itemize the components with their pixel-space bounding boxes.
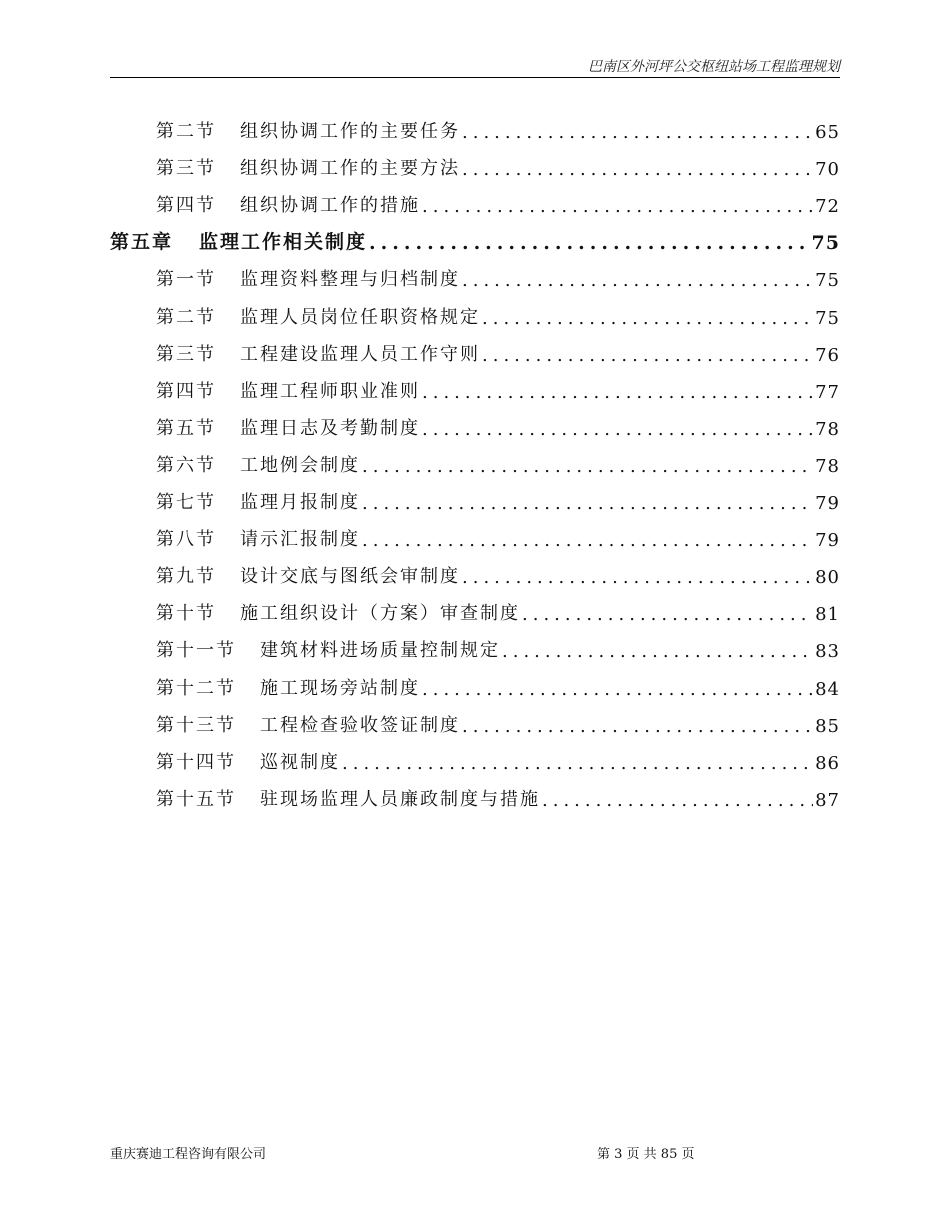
toc-page-number: 78 — [815, 418, 840, 440]
toc-page-number: 75 — [815, 307, 840, 329]
toc-page-number: 86 — [815, 752, 840, 774]
toc-entry-label — [156, 562, 460, 588]
toc-section-entry[interactable] — [110, 477, 840, 514]
toc-entry-label — [156, 265, 460, 291]
toc-dot-leader — [422, 419, 813, 440]
toc-entry-title: 监理月报制度 — [240, 492, 360, 514]
toc-section-entry[interactable] — [110, 366, 840, 403]
toc-entry-number: 第十二节 — [156, 677, 236, 699]
toc-section-entry[interactable] — [110, 291, 840, 328]
toc-entry-number: 第十四节 — [156, 751, 236, 773]
toc-page-number: 75 — [811, 232, 840, 255]
toc-entry-label — [156, 674, 420, 700]
toc-entry-label — [156, 191, 420, 217]
toc-entry-number: 第七节 — [156, 492, 216, 514]
toc-entry-label — [156, 711, 460, 737]
table-of-contents — [110, 106, 840, 811]
toc-page-number: 72 — [815, 196, 840, 218]
toc-entry-title: 工程建设监理人员工作守则 — [240, 343, 480, 365]
toc-entry-title: 工地例会制度 — [240, 454, 360, 476]
toc-entry-number: 第四节 — [156, 380, 216, 402]
header-rule — [110, 77, 840, 78]
toc-entry-number: 第二节 — [156, 306, 216, 328]
toc-entry-title: 监理资料整理与归档制度 — [240, 269, 460, 291]
toc-dot-leader — [462, 122, 813, 143]
toc-dot-leader — [522, 604, 813, 625]
toc-page-number: 81 — [815, 604, 840, 626]
toc-entry-label — [156, 748, 340, 774]
toc-page-number: 84 — [815, 678, 840, 700]
toc-entry-number: 第一节 — [156, 269, 216, 291]
toc-page-number: 70 — [815, 159, 840, 181]
toc-entry-number: 第三节 — [156, 343, 216, 365]
toc-chapter-entry[interactable] — [110, 217, 840, 254]
toc-dot-leader — [482, 345, 813, 366]
toc-entry-number: 第十节 — [156, 603, 216, 625]
toc-section-entry[interactable] — [110, 588, 840, 625]
toc-dot-leader — [369, 232, 810, 254]
toc-page-number: 79 — [815, 493, 840, 515]
toc-page-number: 85 — [815, 715, 840, 737]
toc-section-entry[interactable] — [110, 180, 840, 217]
toc-dot-leader — [422, 196, 813, 217]
toc-page-number: 83 — [815, 641, 840, 663]
toc-entry-number: 第十一节 — [156, 640, 236, 662]
toc-entry-number: 第十三节 — [156, 714, 236, 736]
toc-dot-leader — [462, 716, 813, 737]
toc-page-number: 87 — [815, 789, 840, 811]
toc-entry-number: 第十五节 — [156, 788, 236, 810]
header-title: 巴南区外河坪公交枢纽站场工程监理规划 — [588, 59, 840, 75]
toc-section-entry[interactable] — [110, 551, 840, 588]
toc-entry-number: 第九节 — [156, 566, 216, 588]
footer-page-info: 第 3 页 共 85 页 — [597, 1147, 695, 1162]
toc-entry-title: 设计交底与图纸会审制度 — [240, 566, 460, 588]
toc-dot-leader — [362, 493, 813, 514]
toc-dot-leader — [462, 270, 813, 291]
toc-entry-label — [156, 636, 500, 662]
toc-entry-label — [110, 227, 367, 254]
toc-section-entry[interactable] — [110, 774, 840, 811]
toc-entry-label — [156, 599, 520, 625]
toc-entry-title: 监理人员岗位任职资格规定 — [240, 306, 480, 328]
toc-entry-label — [156, 340, 480, 366]
toc-entry-number: 第五章 — [110, 231, 174, 254]
toc-page-number: 80 — [815, 567, 840, 589]
toc-dot-leader — [462, 159, 813, 180]
toc-entry-label — [156, 303, 480, 329]
toc-dot-leader — [502, 641, 813, 662]
toc-dot-leader — [462, 567, 813, 588]
toc-entry-label — [156, 488, 360, 514]
toc-entry-label — [156, 117, 460, 143]
toc-dot-leader — [362, 530, 813, 551]
footer-company: 重庆赛迪工程咨询有限公司 — [110, 1147, 267, 1162]
toc-section-entry[interactable] — [110, 737, 840, 774]
toc-entry-title: 巡视制度 — [260, 751, 340, 773]
toc-section-entry[interactable] — [110, 662, 840, 699]
toc-page-number: 76 — [815, 344, 840, 366]
toc-entry-title: 监理日志及考勤制度 — [240, 417, 420, 439]
toc-entry-label — [156, 785, 540, 811]
toc-dot-leader — [542, 790, 813, 811]
toc-entry-label — [156, 451, 360, 477]
toc-entry-title: 工程检查验收签证制度 — [260, 714, 460, 736]
toc-entry-title: 监理工程师职业准则 — [240, 380, 420, 402]
toc-entry-title: 请示汇报制度 — [240, 529, 360, 551]
toc-section-entry[interactable] — [110, 143, 840, 180]
toc-dot-leader — [422, 382, 813, 403]
toc-page-number: 75 — [815, 270, 840, 292]
toc-page-number: 78 — [815, 455, 840, 477]
toc-dot-leader — [362, 456, 813, 477]
toc-section-entry[interactable] — [110, 106, 840, 143]
toc-entry-number: 第四节 — [156, 195, 216, 217]
toc-section-entry[interactable] — [110, 254, 840, 291]
toc-dot-leader — [342, 753, 813, 774]
toc-entry-title: 施工组织设计（方案）审查制度 — [240, 603, 520, 625]
toc-entry-label — [156, 377, 420, 403]
toc-section-entry[interactable] — [110, 514, 840, 551]
toc-entry-title: 施工现场旁站制度 — [260, 677, 420, 699]
toc-entry-title: 监理工作相关制度 — [199, 231, 368, 254]
toc-page-number: 65 — [815, 122, 840, 144]
toc-page-number: 77 — [815, 381, 840, 403]
toc-section-entry[interactable] — [110, 700, 840, 737]
toc-entry-title: 组织协调工作的主要方法 — [240, 158, 460, 180]
toc-dot-leader — [422, 679, 813, 700]
toc-section-entry[interactable] — [110, 440, 840, 477]
toc-dot-leader — [482, 308, 813, 329]
toc-page-number: 79 — [815, 530, 840, 552]
toc-section-entry[interactable] — [110, 403, 840, 440]
toc-section-entry[interactable] — [110, 625, 840, 662]
toc-entry-number: 第三节 — [156, 158, 216, 180]
toc-entry-label — [156, 414, 420, 440]
toc-entry-label — [156, 154, 460, 180]
toc-entry-number: 第二节 — [156, 121, 216, 143]
toc-entry-label — [156, 525, 360, 551]
toc-entry-title: 组织协调工作的主要任务 — [240, 121, 460, 143]
toc-section-entry[interactable] — [110, 329, 840, 366]
toc-entry-number: 第六节 — [156, 454, 216, 476]
toc-entry-number: 第八节 — [156, 529, 216, 551]
toc-entry-title: 组织协调工作的措施 — [240, 195, 420, 217]
toc-entry-title: 驻现场监理人员廉政制度与措施 — [260, 788, 540, 810]
toc-entry-number: 第五节 — [156, 417, 216, 439]
toc-entry-title: 建筑材料进场质量控制规定 — [260, 640, 500, 662]
